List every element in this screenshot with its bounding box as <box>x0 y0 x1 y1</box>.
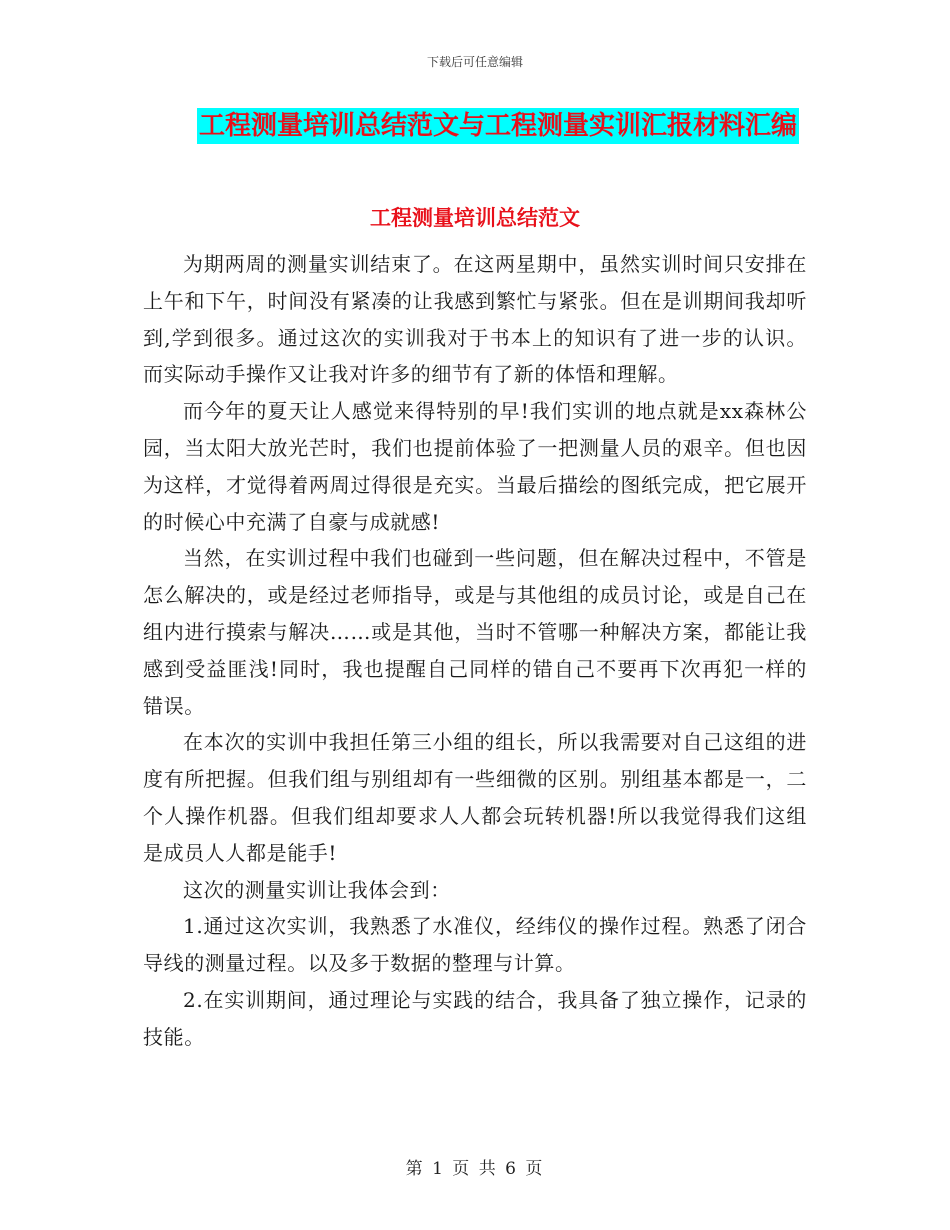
body-text <box>143 246 807 1056</box>
paragraph-1: 为期两周的测量实训结束了。在这两星期中，虽然实训时间只安排在上午和下午，时间没有紧凑的让我感到繁忙与紧张。但在是训期间我却听到,学到很多。通过这次的实训我对于书本上的知识有了进一步的认识。而实际动手操作又让我对许多的细节有了新的体悟和理解。 <box>143 252 807 387</box>
document-title: 工程测量培训总结范文与工程测量实训汇报材料汇编 <box>197 108 799 144</box>
page-footer: 第 1 页 共 6 页 <box>405 1159 545 1179</box>
section-title: 工程测量培训总结范文 <box>370 205 580 230</box>
paragraph-3: 当然，在实训过程中我们也碰到一些问题，但在解决过程中，不管是怎么解决的，或是经过老师指导，或是与其他组的成员讨论，或是自己在组内进行摸索与解决……或是其他，当时不管哪一种解决方案，都能让我感到受益匪浅!同时，我也提醒自己同样的错自己不要再下次再犯一样的错误。 <box>143 546 807 718</box>
paragraph-4: 在本次的实训中我担任第三小组的组长，所以我需要对自己这组的进度有所把握。但我们组与别组却有一些细微的区别。别组基本都是一，二个人操作机器。但我们组却要求人人都会玩转机器!所以我觉得我们这组是成员人人都是能手! <box>143 730 807 865</box>
paragraph-2: 而今年的夏天让人感觉来得特别的早!我们实训的地点就是xx森林公园，当太阳大放光芒时，我们也提前体验了一把测量人员的艰辛。但也因为这样，才觉得着两周过得很是充实。当最后描绘的图纸完成，把它展开的时候心中充满了自豪与成就感! <box>143 399 807 534</box>
page-header-note: 下载后可任意编辑 <box>426 55 523 69</box>
paragraph-5: 这次的测量实训让我体会到： <box>183 877 451 902</box>
paragraph-6: 1.通过这次实训，我熟悉了水准仪，经纬仪的操作过程。熟悉了闭合导线的测量过程。以及多于数据的整理与计算。 <box>143 914 807 976</box>
paragraph-7: 2.在实训期间，通过理论与实践的结合，我具备了独立操作，记录的技能。 <box>143 987 807 1049</box>
document-title-container <box>0 108 950 144</box>
